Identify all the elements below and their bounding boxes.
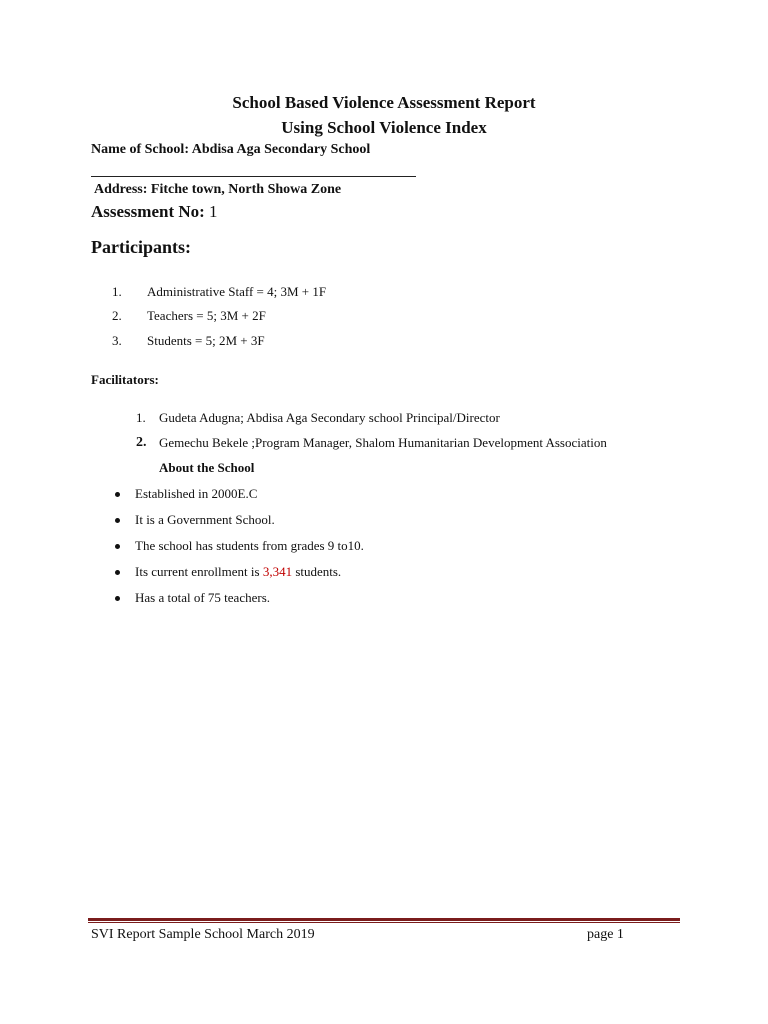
participants-heading: Participants: [91,237,191,257]
assessment-number [91,202,218,222]
participant-item: Students = 5; 2M + 3F [147,333,265,348]
participant-number: 2. [112,308,122,323]
facilitator-number: 1. [136,410,146,425]
footer-divider-thin [88,922,680,923]
facilitator-item: Gemechu Bekele ;Program Manager, Shalom Humanitarian Development Association [159,435,607,450]
school-name: Name of School: Abdisa Aga Secondary School [91,142,371,157]
about-bullet-item: The school has students from grades 9 to10. [135,538,364,553]
report-title-line2: Using School Violence Index [281,118,487,137]
bullet-icon [115,544,120,549]
enrollment-prefix: Its current enrollment is [135,564,263,579]
bullet-icon [115,492,120,497]
school-address: Address: Fitche town, North Showa Zone [94,182,342,197]
bullet-icon [115,596,120,601]
facilitator-number: 2. [136,435,147,450]
participant-number: 1. [112,284,122,299]
about-bullet-item: It is a Government School. [135,512,275,527]
enrollment-suffix: students. [292,564,342,579]
participant-item: Administrative Staff = 4; 3M + 1F [147,284,327,299]
assessment-value: 1 [204,202,218,221]
enrollment-item [135,564,341,580]
bullet-icon [115,570,120,575]
facilitators-heading: Facilitators: [91,372,159,387]
bullet-icon [115,518,120,523]
report-title-line1: School Based Violence Assessment Report [232,93,536,112]
participant-number: 3. [112,333,122,348]
facilitator-item: Gudeta Adugna; Abdisa Aga Secondary school Principal/Director [159,410,500,425]
about-bullet-item: Established in 2000E.C [135,486,258,501]
page-number: page 1 [587,927,624,942]
participant-item: Teachers = 5; 3M + 2F [147,308,266,323]
about-school-heading: About the School [159,460,255,475]
about-bullet-item: Has a total of 75 teachers. [135,590,271,605]
assessment-label: Assessment No: [91,202,205,221]
enrollment-value: 3,341 [262,564,293,579]
footer-report-label: SVI Report Sample School March 2019 [91,927,315,942]
underline-divider [91,176,416,177]
footer-divider [88,918,680,921]
